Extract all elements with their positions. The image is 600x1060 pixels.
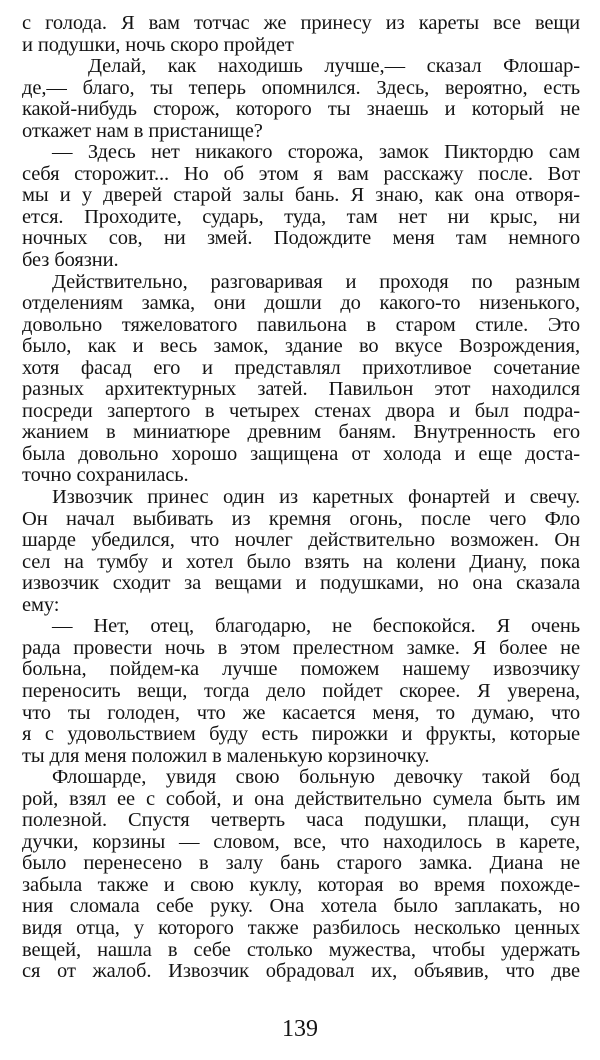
text-line: было, как и весь замок, здание во вкусе Возрождения,	[22, 335, 580, 358]
text-line: с голода. Я вам тотчас же принесу из кареты все вещи	[22, 12, 580, 34]
text-line: я с удовольствием буду есть пирожки и фрукты, которые	[22, 723, 580, 746]
text-line: посреди запертого в четырех стенах двора и был подра-	[22, 399, 580, 422]
text-line: Извозчик принес один из каретных фонартей и свечу.	[52, 486, 580, 509]
paragraph	[22, 616, 580, 767]
text-line: — Здесь нет никакого сторожа, замок Пиктордю сам	[52, 141, 580, 164]
text-line: себя сторожит... Но об этом я вам расскажу после. Вот	[22, 162, 580, 185]
text-line: что ты голоден, что же касается меня, то думаю, что	[22, 701, 580, 724]
text-line: Он начал выбивать из кремня огонь, после чего Фло	[22, 507, 580, 530]
text-line: отделениям замка, они дошли до какого-то низенького,	[22, 292, 580, 315]
text-line: откажет нам в пристанище?	[22, 119, 263, 142]
text-line: ния сломала себе руку. Она хотела было заплакать, но	[22, 895, 580, 918]
text-line: — Нет, отец, благодарю, не беспокойся. Я очень	[52, 615, 580, 638]
paragraph	[22, 487, 580, 616]
text-line: шарде убедился, что ночлег действительно возможен. Он	[22, 529, 580, 552]
text-line: ты для меня положил в маленькую корзиночку.	[22, 744, 430, 767]
paragraph	[22, 272, 580, 487]
text-line: и подушки, ночь скоро пройдет	[22, 33, 294, 56]
text-line: извозчик сходит за вещами и подушками, но она сказала	[22, 572, 580, 595]
text-line: сел на тумбу и хотел было взять на колени Диану, пока	[22, 550, 580, 573]
text-line: Действительно, разговаривая и проходя по разным	[52, 270, 580, 293]
text-line: мы и у дверей старой залы бань. Я знаю, как она отворя-	[22, 184, 580, 207]
text-line: видя отца, у которого также разбилось несколько ценных	[22, 916, 580, 939]
text-line: ется. Проходите, сударь, туда, там нет ни крыс, ни	[22, 205, 580, 228]
text-line: переносить вещи, тогда дело пойдет скорее. Я уверена,	[22, 679, 580, 702]
book-page-text	[22, 13, 580, 983]
text-line: Делай, как находишь лучше,— сказал Флошар-	[88, 55, 580, 78]
text-line: забыла также и свою куклу, которая во время похожде-	[22, 873, 580, 896]
text-line: точно сохранилась.	[22, 464, 189, 487]
text-line: ему:	[22, 593, 60, 616]
text-line: де,— благо, ты теперь опомнился. Здесь, вероятно, есть	[22, 76, 580, 99]
text-line: ночных сов, ни змей. Подождите меня там немного	[22, 227, 580, 250]
text-line: довольно тяжеловатого павильона в старом стиле. Это	[22, 313, 580, 336]
paragraph	[22, 142, 580, 271]
text-line: больна, пойдем-ка лучше поможем нашему извозчику	[22, 658, 580, 681]
text-line: разных архитектурных затей. Павильон этот находился	[22, 378, 580, 401]
text-line: какой-нибудь сторож, которого ты знаешь и который не	[22, 98, 580, 121]
text-line: полезной. Спустя четверть часа подушки, плащи, сун	[22, 809, 580, 832]
text-line: было перенесено в залу бань старого замка. Диана не	[22, 852, 580, 875]
text-line: рада провести ночь в этом прелестном замке. Я более не	[22, 636, 580, 659]
text-line: была довольно хорошо защищена от холода и еще доста-	[22, 442, 580, 465]
page-number: 139	[282, 1016, 318, 1042]
text-line: без боязни.	[22, 249, 119, 272]
text-line: хотя фасад его и представлял прихотливое сочетание	[22, 356, 580, 379]
text-line: рой, взял ее с собой, и она действительно сумела быть им	[22, 787, 580, 810]
paragraph	[22, 767, 580, 982]
text-line: Флошарде, увидя свою больную девочку такой бод	[52, 766, 580, 789]
text-line: дучки, корзины — словом, все, что находилось в карете,	[22, 830, 580, 853]
text-line: вещей, нашла в себе столько мужества, чтобы удержать	[22, 938, 580, 961]
text-line: жанием в миниатюре древним баням. Внутренность его	[22, 421, 580, 444]
paragraph	[22, 56, 580, 142]
text-line: ся от жалоб. Извозчик обрадовал их, объявив, что две	[22, 960, 580, 983]
paragraph	[22, 13, 580, 56]
